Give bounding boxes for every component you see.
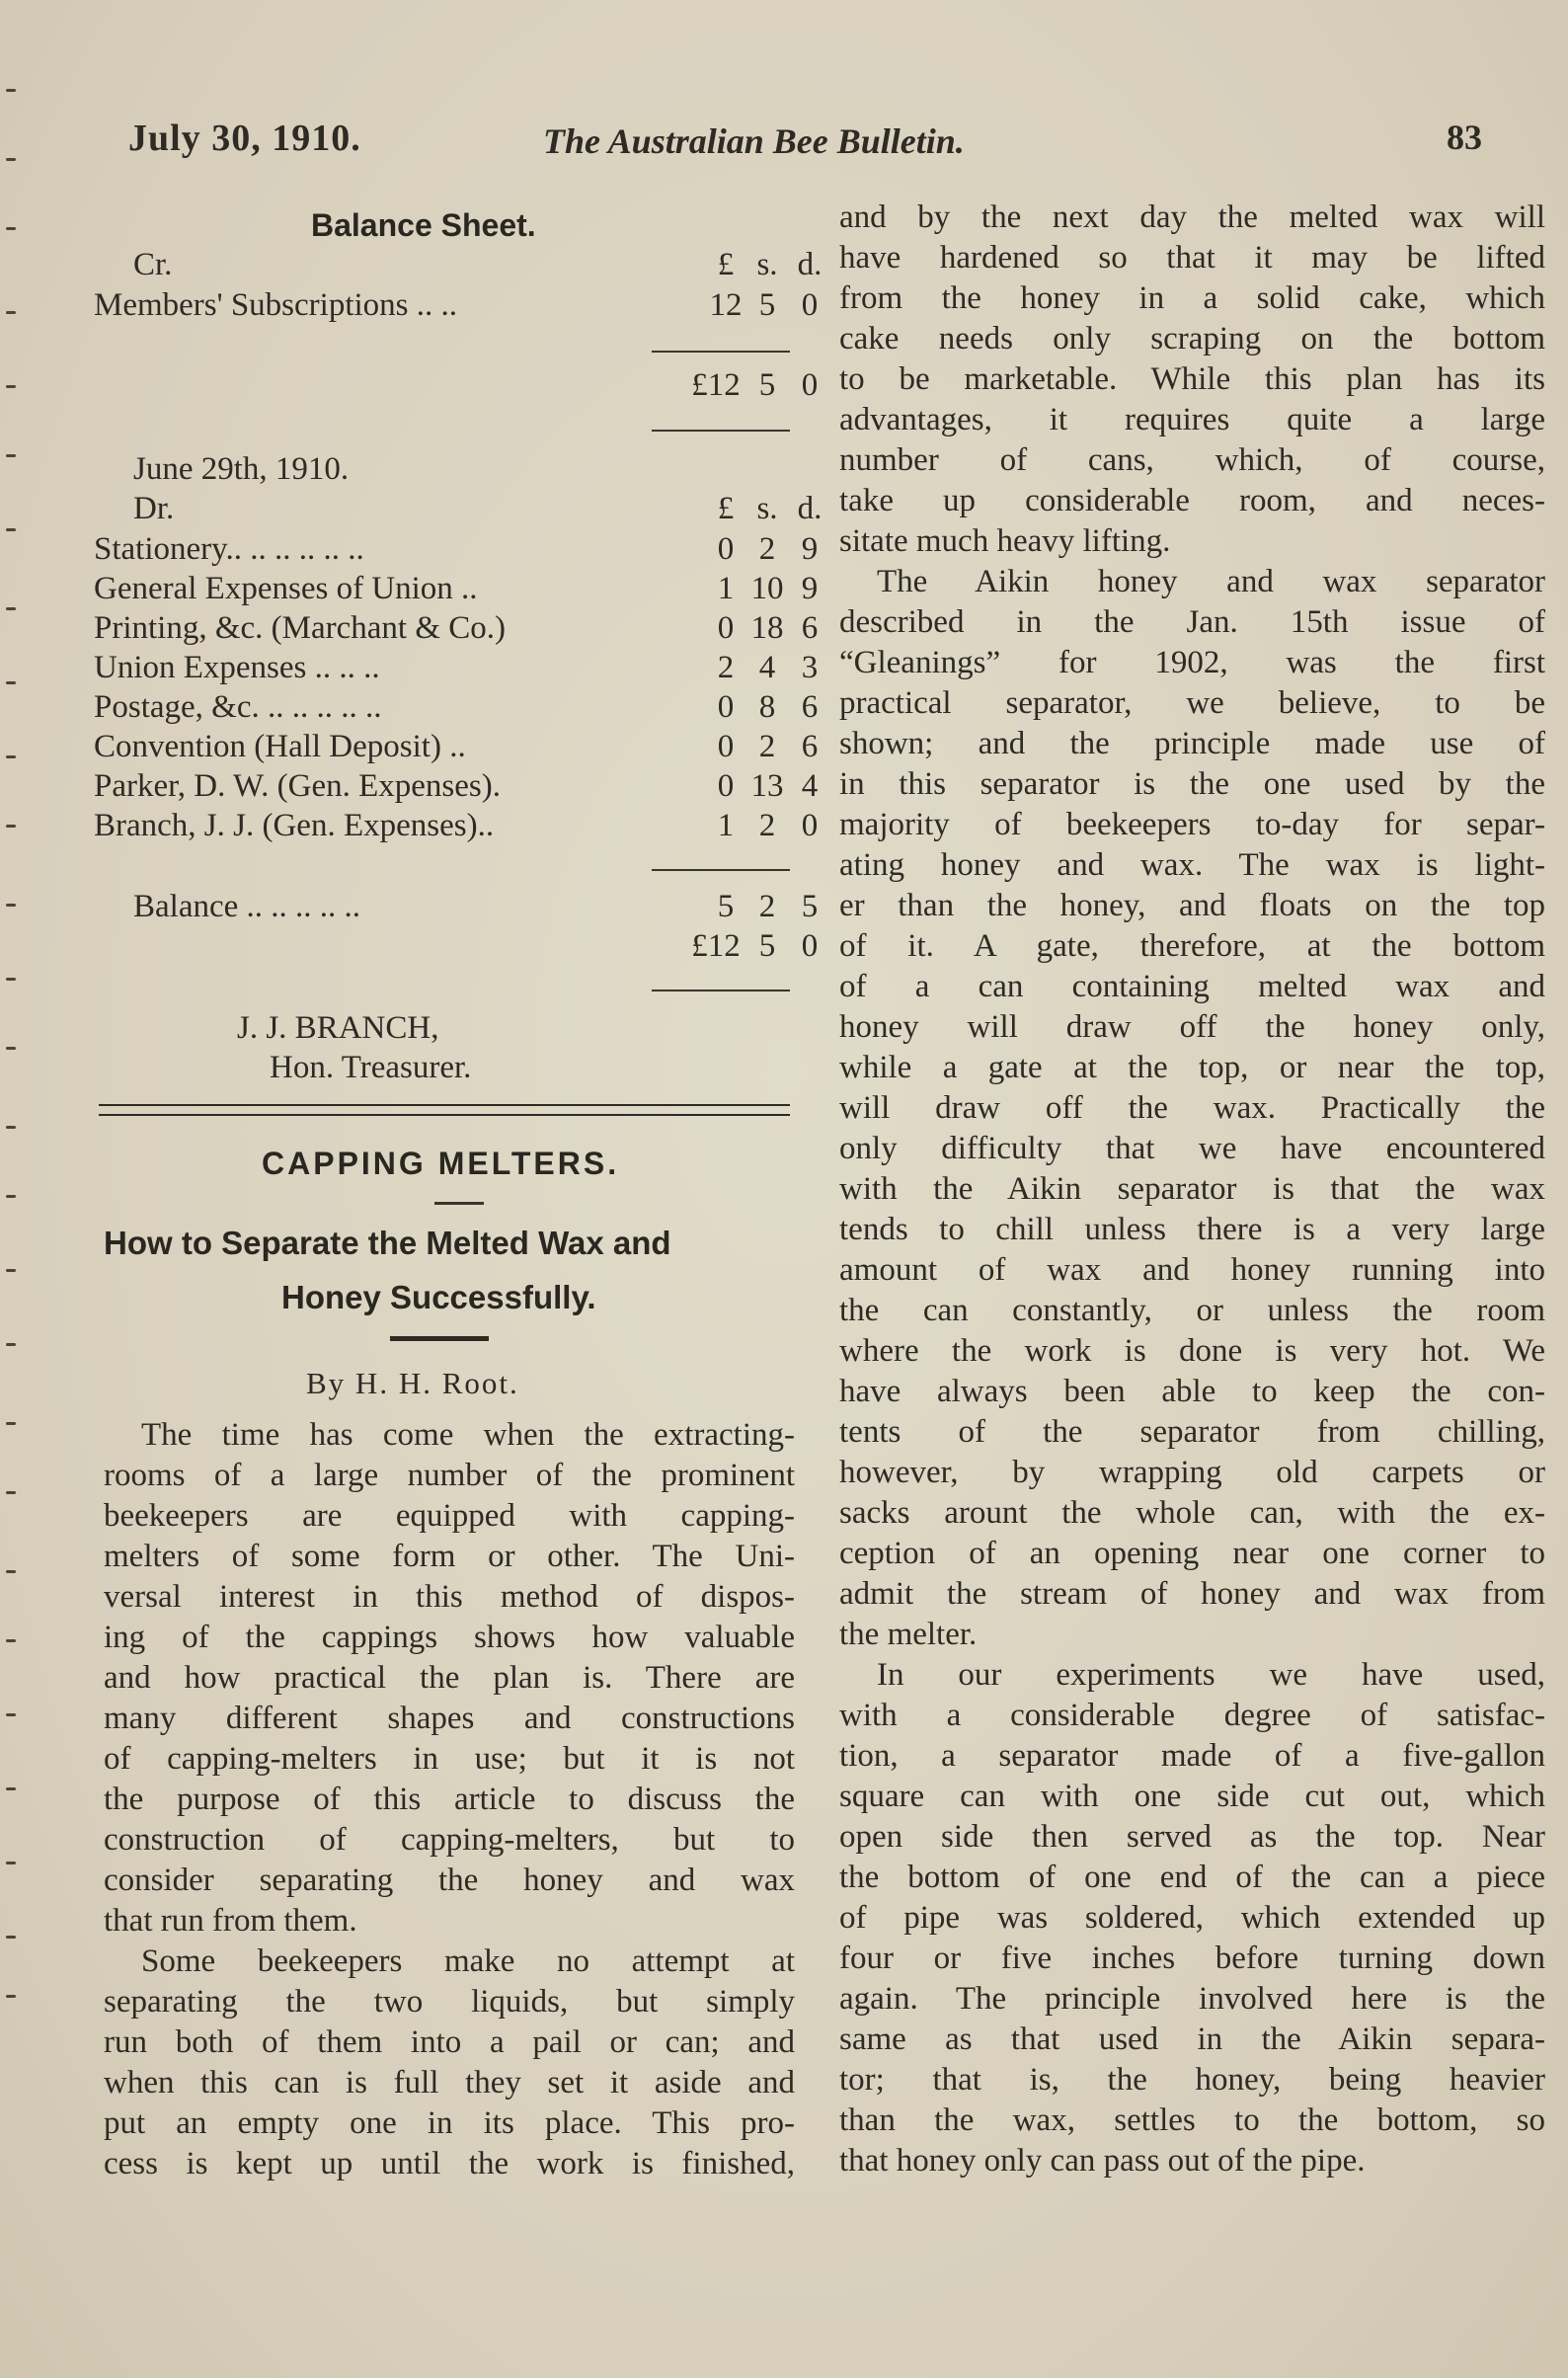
dr-label: Dr. xyxy=(133,491,175,526)
text-line: cess is kept up until the work is finished, xyxy=(104,2146,795,2181)
text-line: with the Aikin separator is that the wax xyxy=(839,1171,1545,1207)
amount-pounds: 12 xyxy=(709,287,743,323)
text-line: tor; that is, the honey, being heavier xyxy=(839,2062,1545,2098)
ledger-row xyxy=(94,648,819,687)
right-body-text xyxy=(839,198,1545,2181)
ledger-row xyxy=(94,285,819,325)
text-line: while a gate at the top, or near the top, xyxy=(839,1050,1545,1085)
dr-total-row xyxy=(94,926,819,966)
text-line: tends to chill unless there is a very large xyxy=(839,1212,1545,1247)
text-line: tents of the separator from chilling, xyxy=(839,1414,1545,1450)
sum-rule xyxy=(652,351,790,353)
amount-shillings: 10 xyxy=(750,571,784,606)
text-line: in this separator is the one used by the xyxy=(839,766,1545,802)
ledger-item-label: Printing, &c. (Marchant & Co.) xyxy=(94,610,507,646)
text-line: melters of some form or other. The Uni- xyxy=(104,1539,795,1574)
balance-row xyxy=(94,887,819,926)
text-line: Some beekeepers make no attempt at xyxy=(141,1943,795,1979)
binding-edge xyxy=(0,59,30,2232)
text-line: sitate much heavy lifting. xyxy=(839,523,1171,559)
paragraph xyxy=(104,1942,795,2184)
text-line: put an empty one in its place. This pro- xyxy=(104,2105,795,2141)
amount-shillings: 8 xyxy=(758,689,776,725)
amount-pounds: 1 xyxy=(717,571,735,606)
signatory-title: Hon. Treasurer. xyxy=(270,1050,472,1085)
amount-pence: 6 xyxy=(801,729,819,764)
text-line: of it. A gate, therefore, at the bottom xyxy=(839,928,1545,964)
text-line: however, by wrapping old carpets or xyxy=(839,1455,1545,1490)
amount-pence: 4 xyxy=(801,768,819,804)
ledger-row xyxy=(94,608,819,648)
total-shillings: 5 xyxy=(758,367,776,403)
ledger-row xyxy=(94,569,819,608)
amount-pence: 9 xyxy=(801,571,819,606)
article-subtitle-line2: Honey Successfully. xyxy=(281,1279,596,1315)
text-line: ing of the cappings shows how valuable xyxy=(104,1620,795,1655)
title-rule xyxy=(390,1336,489,1341)
text-line: beekeepers are equipped with capping- xyxy=(104,1498,795,1534)
ledger-row xyxy=(94,687,819,727)
total-pounds: £12 xyxy=(691,928,741,964)
sum-rule xyxy=(652,869,790,871)
text-line: ception of an opening near one corner to xyxy=(839,1536,1545,1571)
amount-pence: 9 xyxy=(801,531,819,567)
text-line: the bottom of one end of the can a piece xyxy=(839,1860,1545,1895)
balance-sheet-title: Balance Sheet. xyxy=(311,207,536,243)
text-line: square can with one side cut out, which xyxy=(839,1779,1545,1814)
text-line: the purpose of this article to discuss the xyxy=(104,1782,795,1817)
text-line: majority of beekeepers to-day for separ- xyxy=(839,807,1545,842)
amount-shillings: 2 xyxy=(758,729,776,764)
amount-shillings: 2 xyxy=(758,808,776,843)
text-line: er than the honey, and floats on the top xyxy=(839,888,1545,923)
text-line: construction of capping-melters, but to xyxy=(104,1822,795,1858)
text-line: number of cans, which, of course, xyxy=(839,442,1545,478)
text-line: separating the two liquids, but simply xyxy=(104,1984,795,2020)
text-line: the melter. xyxy=(839,1617,978,1652)
amount-pence: 6 xyxy=(801,689,819,725)
ledger-item-label: Parker, D. W. (Gen. Expenses). xyxy=(94,768,502,804)
amount-pounds: 0 xyxy=(717,610,735,646)
cr-header-row xyxy=(94,245,823,284)
text-line: shown; and the principle made use of xyxy=(839,726,1545,761)
cr-label: Cr. xyxy=(133,247,173,282)
text-line: same as that used in the Aikin separa- xyxy=(839,2021,1545,2057)
currency-shillings: s. xyxy=(756,491,778,526)
currency-pounds: £ xyxy=(717,491,735,526)
currency-pounds: £ xyxy=(717,247,735,282)
text-line: and by the next day the melted wax will xyxy=(839,199,1545,235)
text-line: practical separator, we believe, to be xyxy=(839,685,1545,721)
text-line: have hardened so that it may be lifted xyxy=(839,240,1545,276)
text-line: from the honey in a solid cake, which xyxy=(839,280,1545,316)
amount-pence: 0 xyxy=(801,808,819,843)
amount-pence: 5 xyxy=(801,889,819,924)
text-line: will draw off the wax. Practically the xyxy=(839,1090,1545,1126)
article-subtitle-line1: How to Separate the Melted Wax and xyxy=(104,1225,671,1261)
ledger-item-label: Stationery.. .. .. .. .. .. xyxy=(94,531,364,567)
text-line: that honey only can pass out of the pipe. xyxy=(839,2143,1366,2179)
text-line: when this can is full they set it aside and xyxy=(104,2065,795,2101)
amount-shillings: 2 xyxy=(758,531,776,567)
amount-pounds: 1 xyxy=(717,808,735,843)
total-pounds: £12 xyxy=(691,367,741,403)
paragraph xyxy=(104,1415,795,1942)
text-line: rooms of a large number of the prominent xyxy=(104,1458,795,1493)
currency-shillings: s. xyxy=(756,247,778,282)
amount-pence: 6 xyxy=(801,610,819,646)
ledger-row xyxy=(94,806,819,845)
text-line: run both of them into a pail or can; and xyxy=(104,2024,795,2060)
text-line: The Aikin honey and wax separator xyxy=(877,564,1545,599)
sum-rule xyxy=(652,430,790,432)
cr-total-row xyxy=(94,365,819,405)
text-line: have always been able to keep the con- xyxy=(839,1374,1545,1409)
text-line: The time has come when the extracting- xyxy=(141,1417,795,1453)
amount-pounds: 2 xyxy=(717,650,735,685)
amount-pounds: 0 xyxy=(717,729,735,764)
dr-header-row xyxy=(94,489,823,528)
text-line: “Gleanings” for 1902, was the first xyxy=(839,645,1545,680)
signatory-name: J. J. BRANCH, xyxy=(237,1010,439,1046)
left-body-text xyxy=(104,1415,795,2184)
paragraph xyxy=(839,562,1545,1655)
text-line: with a considerable degree of satisfac- xyxy=(839,1698,1545,1733)
text-line: that run from them. xyxy=(104,1903,357,1939)
text-line: take up considerable room, and neces- xyxy=(839,483,1545,518)
amount-shillings: 5 xyxy=(758,287,776,323)
amount-pounds: 0 xyxy=(717,768,735,804)
text-line: cake needs only scraping on the bottom xyxy=(839,321,1545,357)
text-line: versal interest in this method of dispos- xyxy=(104,1579,795,1615)
text-line: only difficulty that we have encountered xyxy=(839,1131,1545,1166)
amount-shillings: 2 xyxy=(758,889,776,924)
text-line: and how practical the plan is. There are xyxy=(104,1660,795,1696)
ledger-row xyxy=(94,766,819,806)
issue-date: July 30, 1910. xyxy=(128,118,361,159)
text-line: the can constantly, or unless the room xyxy=(839,1293,1545,1328)
date-row xyxy=(94,449,805,489)
ledger-row xyxy=(94,727,819,766)
page-header xyxy=(128,117,1491,176)
text-line: consider separating the honey and wax xyxy=(104,1863,795,1898)
page-number: 83 xyxy=(1447,118,1482,157)
text-line: described in the Jan. 15th issue of xyxy=(839,604,1545,640)
ledger-date: June 29th, 1910. xyxy=(133,451,350,487)
text-line: sacks arount the whole can, with the ex- xyxy=(839,1495,1545,1531)
ledger-item-label: Branch, J. J. (Gen. Expenses).. xyxy=(94,808,495,843)
text-line: where the work is done is very hot. We xyxy=(839,1333,1545,1369)
text-line: ating honey and wax. The wax is light- xyxy=(839,847,1545,883)
amount-pence: 0 xyxy=(801,287,819,323)
text-line: four or five inches before turning down xyxy=(839,1941,1545,1976)
amount-shillings: 18 xyxy=(750,610,784,646)
amount-shillings: 13 xyxy=(750,768,784,804)
article-section-title: CAPPING MELTERS. xyxy=(262,1146,620,1181)
text-line: of pipe was soldered, which extended up xyxy=(839,1900,1545,1936)
paragraph xyxy=(839,1655,1545,2181)
publication-title: The Australian Bee Bulletin. xyxy=(543,121,965,161)
text-line: of a can containing melted wax and xyxy=(839,969,1545,1004)
section-divider xyxy=(99,1104,790,1116)
text-line: amount of wax and honey running into xyxy=(839,1252,1545,1288)
article-byline: By H. H. Root. xyxy=(306,1366,519,1400)
total-pence: 0 xyxy=(801,928,819,964)
ledger-item-label: Members' Subscriptions .. .. xyxy=(94,287,458,323)
text-line: of capping-melters in use; but it is not xyxy=(104,1741,795,1777)
amount-shillings: 4 xyxy=(758,650,776,685)
text-line: again. The principle involved here is the xyxy=(839,1981,1545,2017)
ledger-item-label: Union Expenses .. .. .. xyxy=(94,650,380,685)
text-line: advantages, it requires quite a large xyxy=(839,402,1545,437)
text-line: tion, a separator made of a five-gallon xyxy=(839,1738,1545,1774)
amount-pounds: 5 xyxy=(717,889,735,924)
text-line: admit the stream of honey and wax from xyxy=(839,1576,1545,1612)
amount-pence: 3 xyxy=(801,650,819,685)
text-line: open side then served as the top. Near xyxy=(839,1819,1545,1855)
sum-rule xyxy=(652,990,790,991)
text-line: to be marketable. While this plan has its xyxy=(839,361,1545,397)
ledger-item-label: Postage, &c. .. .. .. .. .. xyxy=(94,689,382,725)
ledger-row xyxy=(94,529,819,569)
text-line: than the wax, settles to the bottom, so xyxy=(839,2102,1545,2138)
text-line: honey will draw off the honey only, xyxy=(839,1009,1545,1045)
total-shillings: 5 xyxy=(758,928,776,964)
currency-pence: d. xyxy=(797,491,823,526)
currency-pence: d. xyxy=(797,247,823,282)
ledger-item-label: General Expenses of Union .. xyxy=(94,571,478,606)
ledger-item-label: Convention (Hall Deposit) .. xyxy=(94,729,466,764)
amount-pounds: 0 xyxy=(717,531,735,567)
amount-pounds: 0 xyxy=(717,689,735,725)
ornament-rule xyxy=(434,1202,484,1205)
balance-label: Balance .. .. .. .. .. xyxy=(133,889,361,924)
total-pence: 0 xyxy=(801,367,819,403)
paragraph xyxy=(839,198,1545,562)
text-line: In our experiments we have used, xyxy=(877,1657,1545,1693)
text-line: many different shapes and constructions xyxy=(104,1701,795,1736)
